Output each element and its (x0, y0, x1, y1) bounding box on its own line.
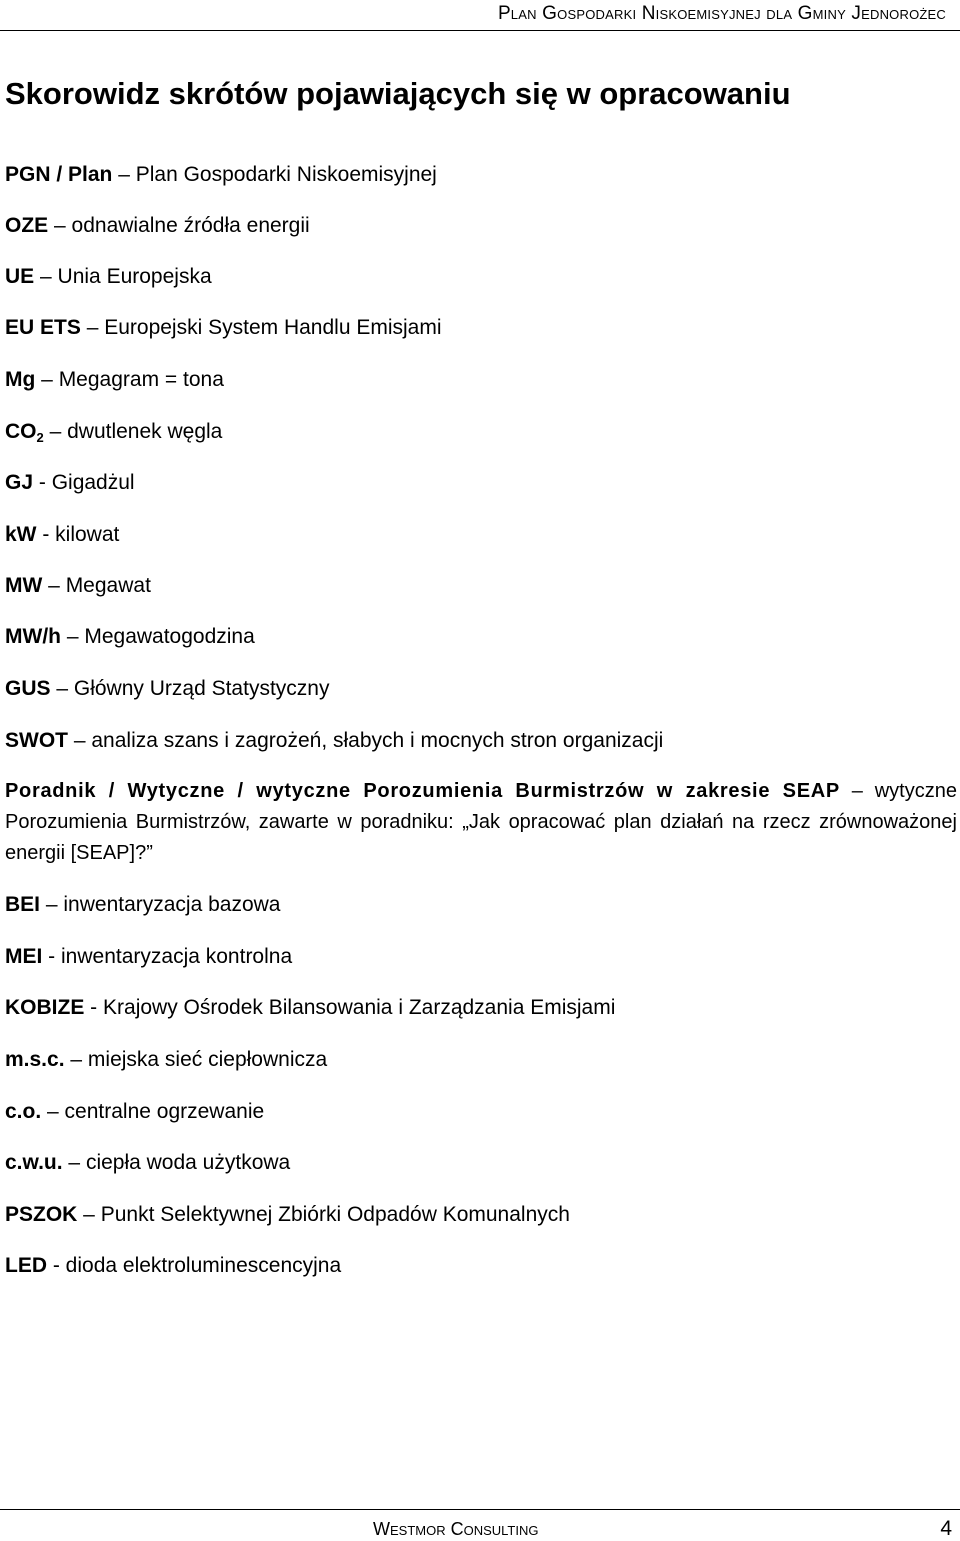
separator: – (41, 1100, 65, 1123)
abbreviation-subscript: 2 (36, 430, 44, 445)
definition: Krajowy Ośrodek Bilansowania i Zarządzania Emisjami (103, 996, 616, 1019)
list-item (5, 1047, 327, 1073)
definition: inwentaryzacja kontrolna (61, 945, 293, 968)
list-item (5, 892, 281, 918)
list-item (5, 367, 224, 393)
abbreviation: EU ETS (5, 316, 81, 339)
list-item (5, 470, 135, 496)
definition: Megawat (65, 574, 151, 597)
abbreviation: OZE (5, 214, 49, 237)
list-item (5, 264, 212, 290)
list-item (5, 1150, 290, 1176)
list-item (5, 995, 615, 1021)
header-divider (0, 30, 960, 31)
definition: Gigadżul (51, 471, 135, 494)
definition: analiza szans i zagrożeń, słabych i mocnych stron organizacji (91, 729, 664, 752)
abbreviation: MW (5, 574, 43, 597)
abbreviation: SWOT (5, 729, 68, 752)
list-item (5, 522, 119, 548)
definition: dioda elektroluminescencyjna (65, 1254, 342, 1277)
list-item (5, 776, 957, 869)
footer-company-name: Westmor Consulting (373, 1519, 539, 1539)
list-item (5, 1202, 570, 1228)
separator: – (62, 1151, 86, 1174)
abbreviation: GJ (5, 471, 34, 494)
abbreviation: BEI (5, 893, 41, 916)
definition: miejska sieć ciepłownicza (87, 1048, 328, 1071)
list-item (5, 213, 310, 239)
abbreviation: c.w.u. (5, 1151, 63, 1174)
separator: – (40, 893, 64, 916)
separator: – (80, 316, 105, 339)
footer-divider (0, 1509, 960, 1510)
separator: – (77, 1203, 101, 1226)
separator: – (43, 420, 68, 443)
separator: - (84, 996, 104, 1019)
list-item (5, 624, 255, 650)
abbreviation: PGN / Plan (5, 163, 113, 186)
definition: Punkt Selektywnej Zbiórki Odpadów Komunalnych (100, 1203, 570, 1226)
definition: centralne ogrzewanie (64, 1100, 265, 1123)
definition: dwutlenek węgla (67, 420, 223, 443)
separator: – (64, 1048, 88, 1071)
separator: – (839, 780, 875, 802)
list-item (5, 315, 442, 341)
separator: – (34, 265, 58, 288)
separator: – (35, 368, 59, 391)
separator: – (60, 625, 85, 648)
list-item (5, 573, 151, 599)
definition: kilowat (55, 523, 120, 546)
separator: – (50, 677, 74, 700)
list-item (5, 676, 329, 702)
page-number: 4 (940, 1517, 952, 1540)
separator: - (36, 523, 56, 546)
list-item (5, 162, 437, 188)
abbreviation: c.o. (5, 1100, 42, 1123)
list-item (5, 419, 222, 445)
abbreviation: UE (5, 265, 35, 288)
separator: – (112, 163, 136, 186)
abbreviation: KOBIZE (5, 996, 85, 1019)
definition: odnawialne źródła energii (71, 214, 310, 237)
definition: ciepła woda użytkowa (85, 1151, 291, 1174)
abbreviation: PSZOK (5, 1203, 78, 1226)
list-item (5, 944, 292, 970)
running-header: Plan Gospodarki Niskoemisyjnej dla Gminy Jednorożec (497, 3, 946, 24)
list-item (5, 1253, 341, 1279)
separator: – (42, 574, 66, 597)
definition: Megagram = tona (58, 368, 224, 391)
separator: – (68, 729, 92, 752)
abbreviation: Mg (5, 368, 36, 391)
abbreviation: Poradnik / Wytyczne / wytyczne Porozumienia Burmistrzów w zakresie SEAP (5, 780, 840, 802)
separator: - (47, 1254, 66, 1277)
definition: Główny Urząd Statystyczny (73, 677, 330, 700)
abbreviation: GUS (5, 677, 51, 700)
abbreviation: MEI (5, 945, 43, 968)
list-item (5, 1099, 264, 1125)
separator: - (42, 945, 62, 968)
abbreviation: kW (5, 523, 37, 546)
definition: inwentaryzacja bazowa (63, 893, 281, 916)
definition: wytyczne Porozumienia Burmistrzów, zawarte w poradniku: „Jak opracować plan działań na rzecz zrównoważonej energii [SEAP]?” (5, 780, 957, 864)
abbreviation: MW/h (5, 625, 61, 648)
list-item (5, 728, 663, 754)
abbreviation: CO (5, 420, 37, 443)
page-title: Skorowidz skrótów pojawiających się w opracowaniu (5, 76, 791, 111)
definition: Megawatogodzina (84, 625, 255, 648)
separator: – (48, 214, 72, 237)
definition: Plan Gospodarki Niskoemisyjnej (135, 163, 437, 186)
abbreviation: m.s.c. (5, 1048, 65, 1071)
definition: Europejski System Handlu Emisjami (104, 316, 442, 339)
definition: Unia Europejska (57, 265, 212, 288)
separator: - (33, 471, 52, 494)
abbreviation: LED (5, 1254, 47, 1277)
